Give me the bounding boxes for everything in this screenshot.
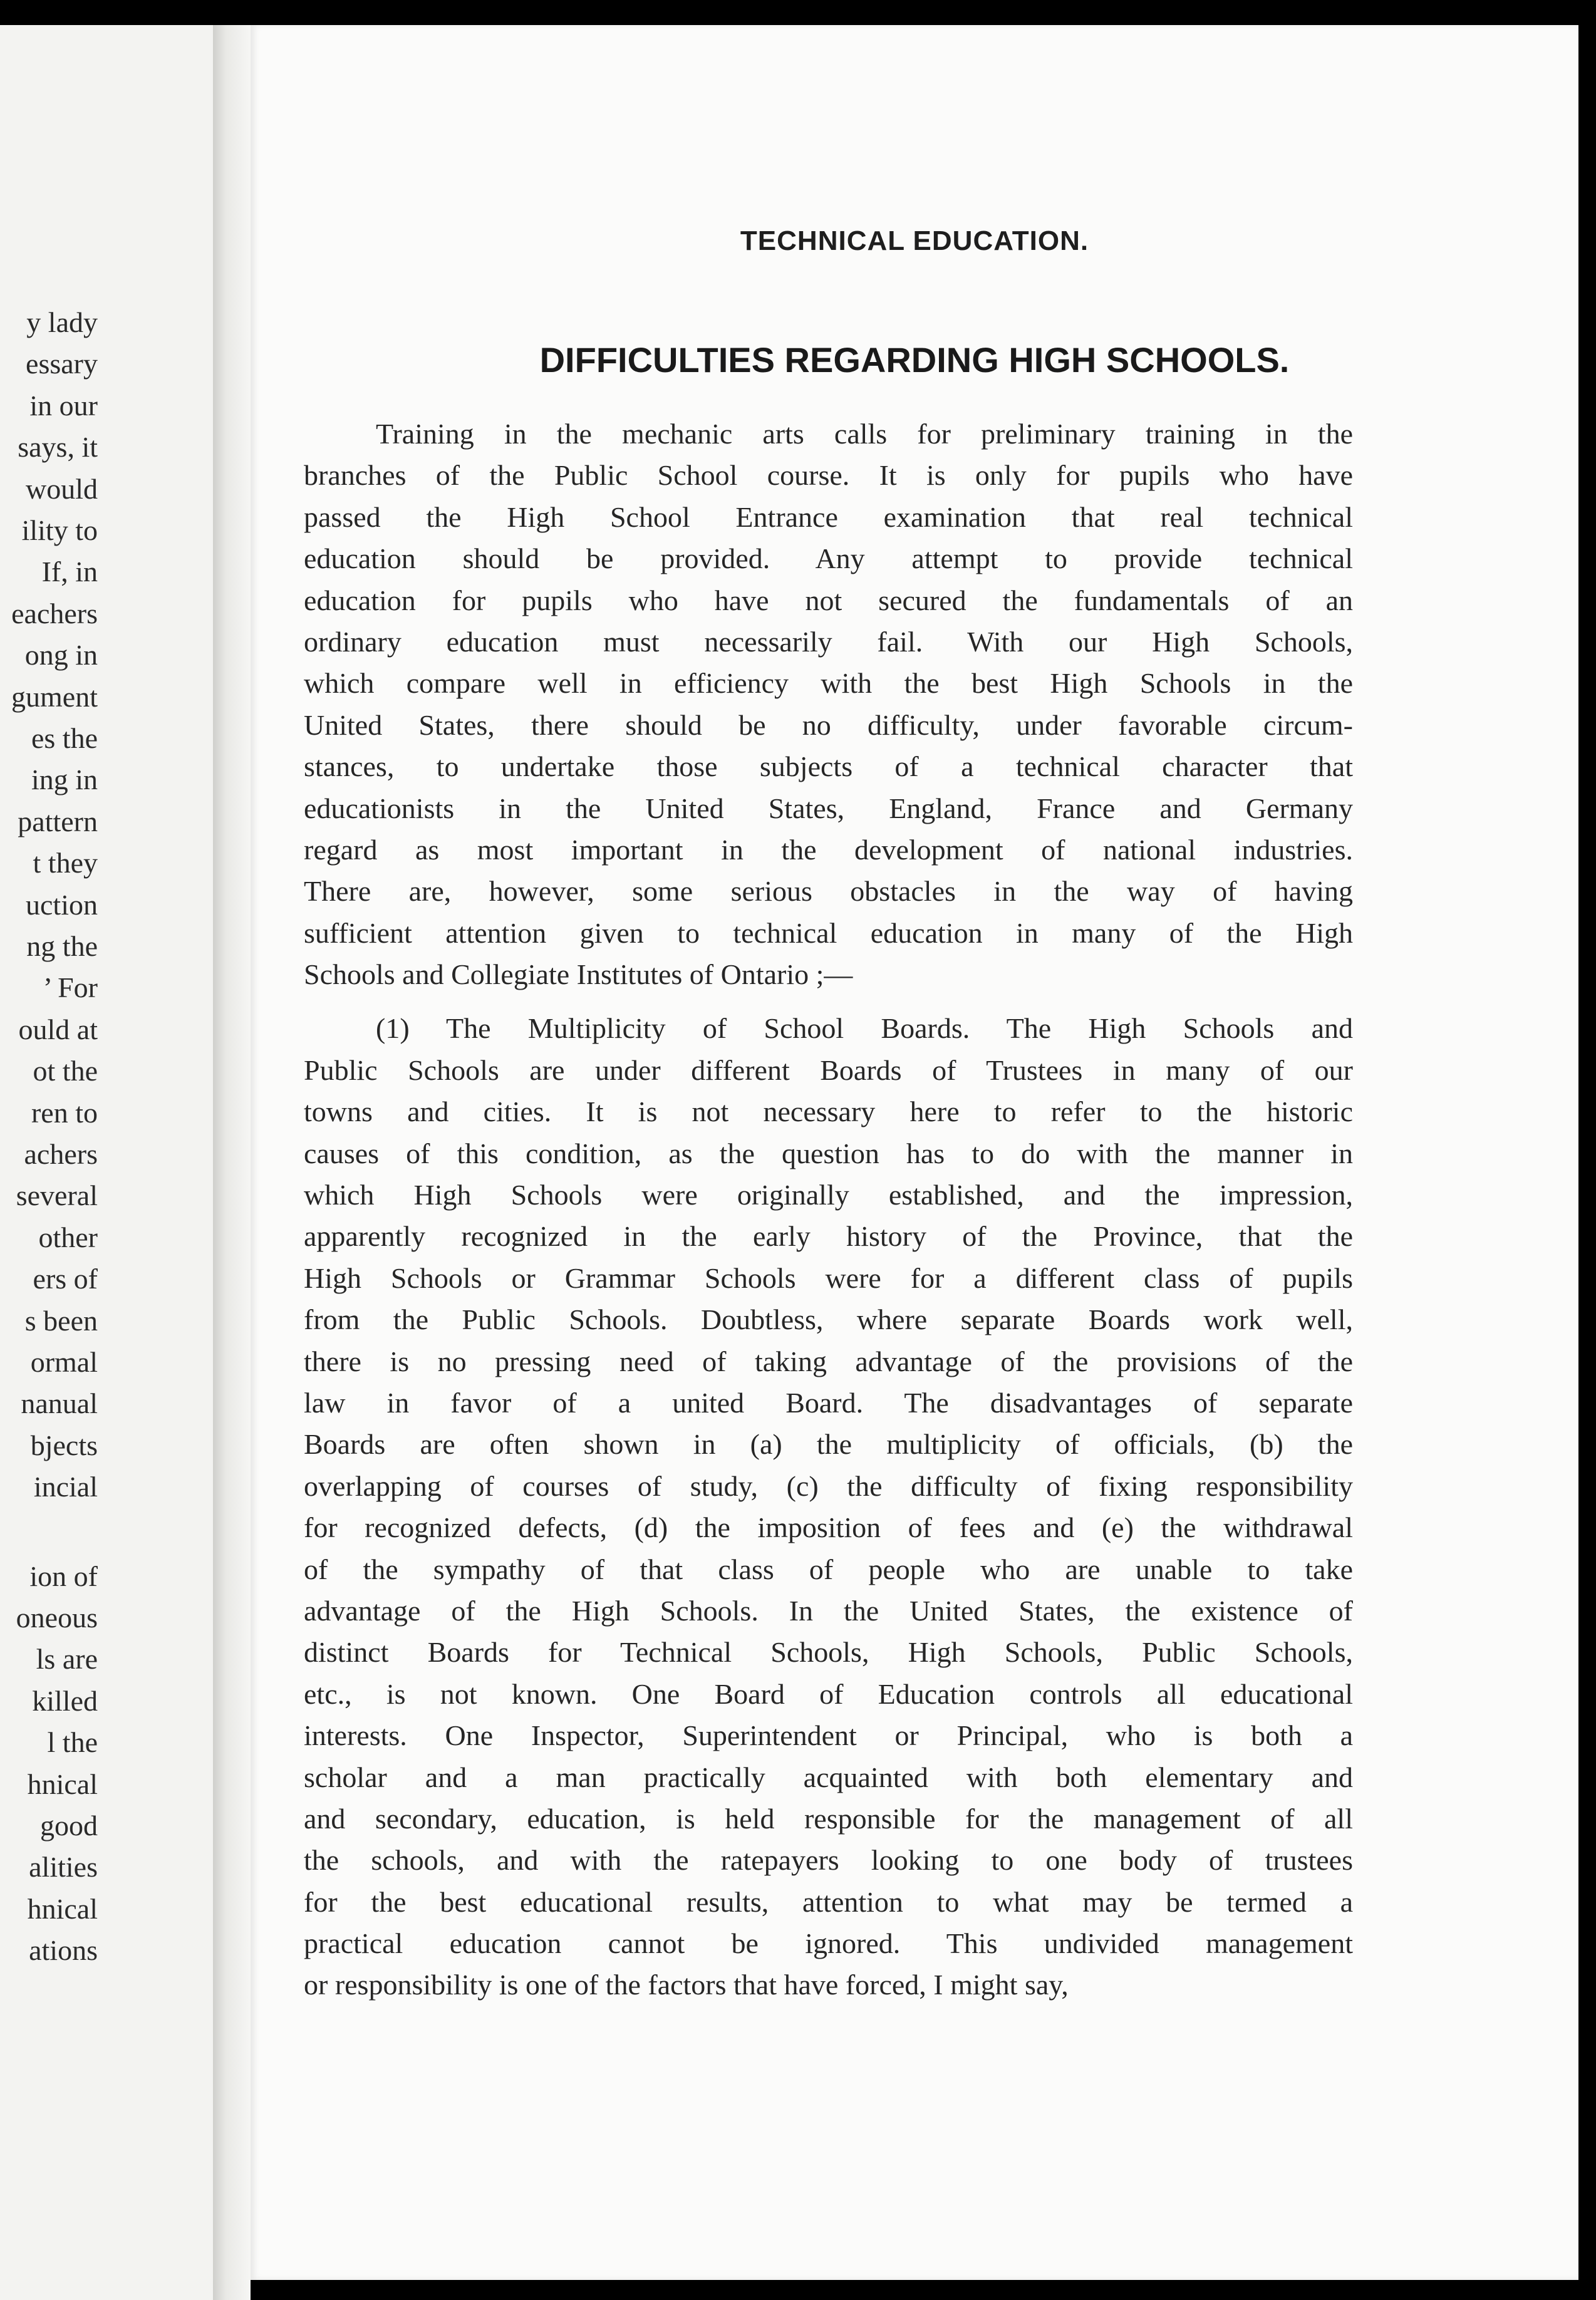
text-line: (1) The Multiplicity of School Boards. The High Schools and <box>376 1012 1353 1045</box>
body-text <box>304 413 1353 2019</box>
text-line: Public Schools are under different Boards of Trustees in many of our <box>304 1054 1353 1086</box>
paragraph <box>304 1008 1353 2006</box>
facing-page-line: eachers <box>11 597 98 629</box>
text-line: distinct Boards for Technical Schools, High Schools, Public Schools, <box>304 1636 1353 1669</box>
text-line: High Schools or Grammar Schools were for a different class of pupils <box>304 1261 1353 1294</box>
text-line: United States, there should be no difficulty, under favorable circum- <box>304 708 1353 741</box>
text-line: for the best educational results, attention to what may be termed a <box>304 1885 1353 1918</box>
text-line: law in favor of a united Board. The disadvantages of separate <box>304 1386 1353 1419</box>
facing-page-line: es the <box>31 722 98 754</box>
text-line: There are, however, some serious obstacles in the way of having <box>304 875 1353 908</box>
text-line: ordinary education must necessarily fail. With our High Schools, <box>304 625 1353 658</box>
facing-page-line: killed <box>32 1684 98 1717</box>
facing-page-line: ers of <box>33 1263 98 1295</box>
text-line: etc., is not known. One Board of Education controls all educational <box>304 1677 1353 1710</box>
book-gutter <box>213 25 251 2300</box>
facing-page-line: ’ For <box>43 971 98 1004</box>
section-title: DIFFICULTIES REGARDING HIGH SCHOOLS. <box>539 340 1290 380</box>
text-line: interests. One Inspector, Superintendent or Principal, who is both a <box>304 1719 1353 1752</box>
facing-page-line: ing in <box>31 764 98 796</box>
facing-page-line: achers <box>24 1138 98 1170</box>
facing-page-line: says, it <box>18 431 98 464</box>
facing-page-line: pattern <box>18 805 98 837</box>
facing-page-line: other <box>38 1221 98 1253</box>
facing-page-line: l the <box>47 1726 98 1759</box>
facing-page-line: ility to <box>21 514 98 546</box>
text-line: the schools, and with the ratepayers looking to one body of trustees <box>304 1844 1353 1877</box>
text-line: education for pupils who have not secured the fundamentals of an <box>304 584 1353 616</box>
text-line: causes of this condition, as the question has to do with the manner in <box>304 1137 1353 1169</box>
text-line: scholar and a man practically acquainted with both elementary and <box>304 1761 1353 1793</box>
text-line: overlapping of courses of study, (c) the difficulty of fixing responsibility <box>304 1469 1353 1502</box>
facing-page-line: uction <box>26 888 98 921</box>
paragraph <box>304 413 1353 995</box>
facing-page-line: hnical <box>27 1768 98 1800</box>
text-line: branches of the Public School course. It is only for pupils who have <box>304 459 1353 492</box>
text-line: stances, to undertake those subjects of a technical character that <box>304 750 1353 783</box>
text-line: apparently recognized in the early history of the Province, that the <box>304 1220 1353 1253</box>
facing-page-line: gument <box>11 680 98 713</box>
text-line: or responsibility is one of the factors that have forced, I might say, <box>304 1969 1069 2001</box>
facing-page-line: alities <box>29 1851 98 1883</box>
facing-page-line: several <box>16 1179 98 1212</box>
facing-page-line: good <box>40 1810 98 1842</box>
facing-page-line: ormal <box>30 1346 98 1378</box>
facing-page-line: ren to <box>31 1096 98 1129</box>
facing-page-line: oneous <box>16 1602 98 1634</box>
text-line: sufficient attention given to technical education in many of the High <box>304 916 1353 949</box>
running-head: TECHNICAL EDUCATION. <box>740 225 1089 256</box>
facing-page-line: ations <box>29 1934 98 1967</box>
facing-page-line: bjects <box>30 1429 98 1461</box>
text-line: passed the High School Entrance examination that real technical <box>304 500 1353 533</box>
text-line: Training in the mechanic arts calls for preliminary training in the <box>376 418 1353 450</box>
facing-page-line: ong in <box>24 639 98 671</box>
text-line: advantage of the High Schools. In the United States, the existence of <box>304 1594 1353 1627</box>
facing-page-line: essary <box>26 348 98 380</box>
text-line: and secondary, education, is held responsible for the management of all <box>304 1802 1353 1835</box>
facing-page-line: ould at <box>18 1013 98 1045</box>
text-line: which High Schools were originally established, and the impression, <box>304 1179 1353 1211</box>
text-line: towns and cities. It is not necessary here to refer to the historic <box>304 1096 1353 1128</box>
text-line: for recognized defects, (d) the imposition of fees and (e) the withdrawal <box>304 1511 1353 1544</box>
text-line: there is no pressing need of taking advantage of the provisions of the <box>304 1345 1353 1377</box>
facing-page-line: If, in <box>41 556 98 588</box>
facing-page-line: incial <box>33 1471 98 1503</box>
facing-page-line: s been <box>24 1304 98 1337</box>
text-line: regard as most important in the development of national industries. <box>304 833 1353 866</box>
text-line: from the Public Schools. Doubtless, where separate Boards work well, <box>304 1303 1353 1336</box>
text-line: practical education cannot be ignored. This undivided management <box>304 1927 1353 1960</box>
facing-page-fragment <box>0 25 213 2300</box>
facing-page-line: ion of <box>29 1560 98 1592</box>
page <box>251 25 1578 2280</box>
facing-page-line: ls are <box>36 1643 98 1676</box>
facing-page-line: hnical <box>27 1892 98 1925</box>
facing-page-line: in our <box>29 389 98 422</box>
text-line: Schools and Collegiate Institutes of Ontario ;— <box>304 958 853 991</box>
facing-page-line: nanual <box>21 1387 98 1420</box>
facing-page-line: would <box>26 472 98 505</box>
text-line: of the sympathy of that class of people who are unable to take <box>304 1553 1353 1585</box>
facing-page-line: t they <box>33 847 98 879</box>
text-line: which compare well in efficiency with the best High Schools in the <box>304 667 1353 700</box>
text-line: Boards are often shown in (a) the multiplicity of officials, (b) the <box>304 1428 1353 1461</box>
facing-page-line: ot the <box>33 1055 98 1087</box>
text-line: education should be provided. Any attempt to provide technical <box>304 542 1353 575</box>
facing-page-line: y lady <box>26 306 98 338</box>
facing-page-line: ng the <box>26 930 98 962</box>
text-line: educationists in the United States, England, France and Germany <box>304 792 1353 824</box>
